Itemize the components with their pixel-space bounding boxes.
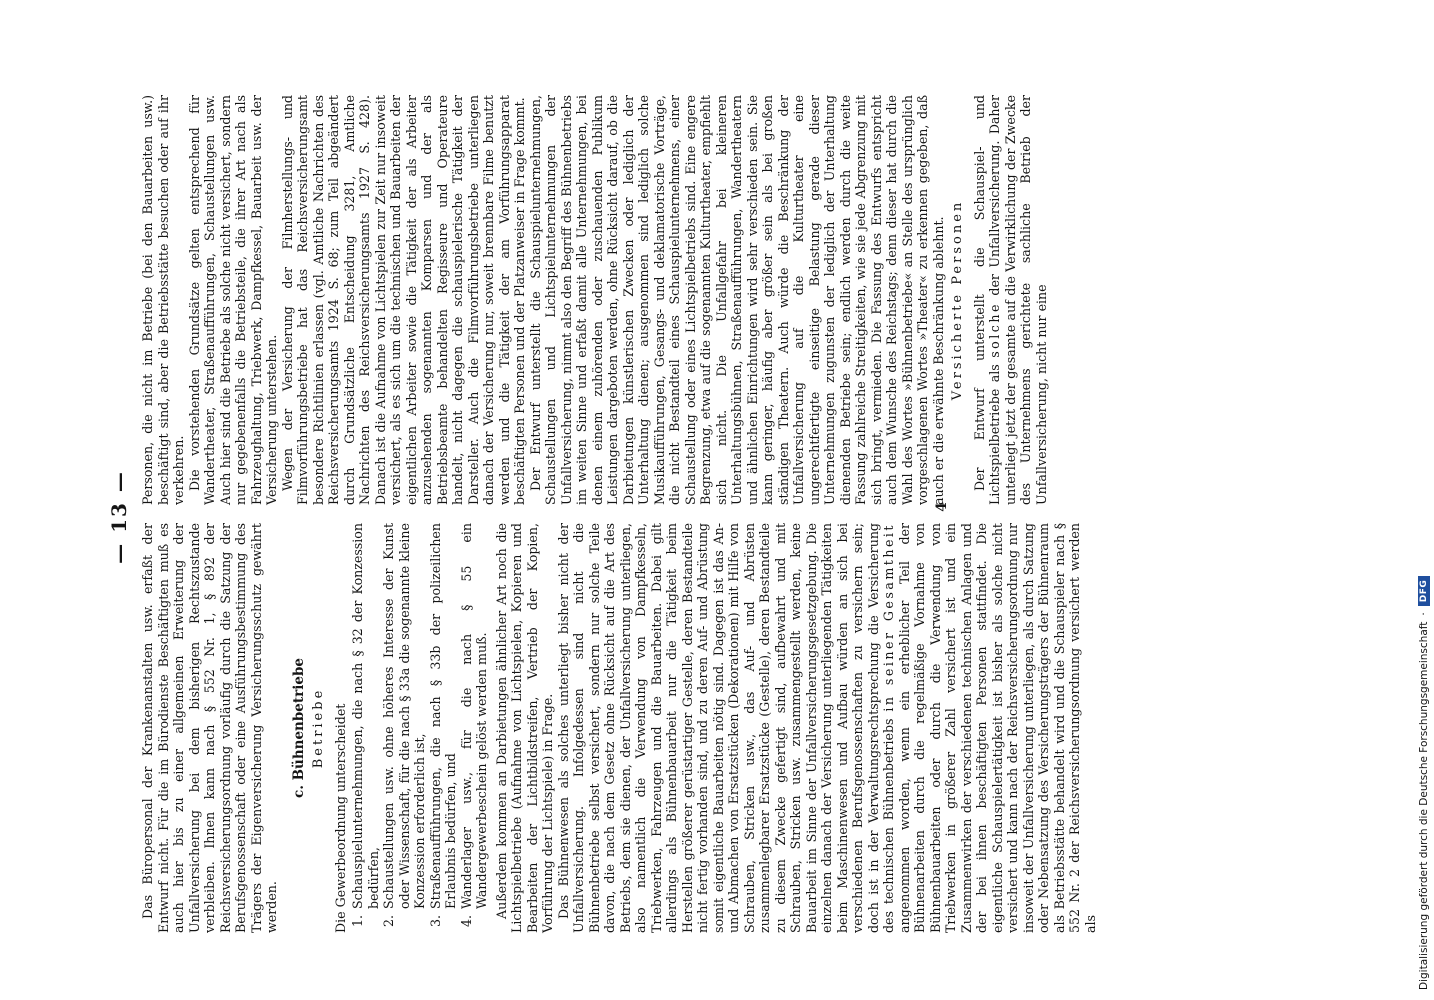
page-number-header: — 13 —: [107, 470, 131, 564]
list-intro: Die Gewerbeordnung unterscheidet: [332, 703, 348, 933]
list-item: 3. Straßenaufführungen, die nach § 33b der polizeilichen Erlaubnis bedürfen, und: [428, 523, 459, 911]
catchword: 4: [934, 502, 950, 512]
paragraph: Wegen der Versicherung der Filmherstellungs- und Filmvorführungsbetriebe hat das Reichsversicherungsamt besondere Richtlinien erlassen (vgl. Amtliche Nachrichten des Reichsversicherungsamts 1924 S. 68; zum Teil abgeändert durch Grundsätzliche Entscheidung 3281, Amtliche Nachrichten des Reichsversicherungsamts 1927 S. 428). Danach ist die Aufnahme von Lichtspielen zur Zeit nur insoweit versichert, als es sich um die technischen und Bauarbeiten der eigentlichen Arbeiter sowie die Tätigkeit der als Arbeiter anzusehenden sogenannten Komparsen und der als Betriebsbeamte behandelten Regisseure und Operateure handelt, nicht dagegen die schauspielerische Tätigkeit der Darsteller. Auch die Filmvorführungsbetriebe unterliegen danach der Versicherung nur, soweit brennbare Filme benutzt werden und die Tätigkeit der am Vorführungsapparat beschäftigten Personen und der Platzanweiser in Frage kommt.: [279, 95, 527, 505]
section-subtitle: Betriebe: [311, 687, 326, 769]
digitization-credit: Digitalisierung gefördert durch die Deutsche Forschungsgemeinschaft · DFG: [1414, 0, 1434, 990]
paragraph: Der Entwurf unterstellt die Schauspielunternehmungen, Schaustellungen und Lichtspielunternehmungen der Unfallversicherung, nimmt also den Begriff des Bühnenbetriebs im weiten Sinne und erfaßt damit alle Unternehmungen, bei denen einem zuhörenden oder zuschauenden Publikum Leistungen dargeboten werden, ohne Rücksicht darauf, ob die Darbietungen künstlerischen Zwecken oder lediglich der Unterhaltung dienen; ausgenommen sind lediglich solche Musikaufführungen, Gesangs- und deklamatorische Vorträge, die nicht Bestandteil eines Schauspielunternehmens, einer Schaustellung oder eines Lichtspielbetriebs sind. Eine engere Begrenzung, etwa auf die sogenannten Kulturtheater, empfiehlt sich nicht. Die Unfallgefahr bei kleineren Unterhaltungsbühnen, Straßenaufführungen, Wandertheatern und ähnlichen Einrichtungen wird sehr verschieden sein. Sie kann geringer, häufig aber größer sein als bei großen ständigen Theatern. Auch würde die Beschränkung der Unfallversicherung auf die Kulturtheater eine ungerechtfertigte einseitige Belastung gerade dieser Unternehmungen zugunsten der lediglich der Unterhaltung dienenden Betriebe sein; endlich werden durch die weite Fassung zahlreiche Streitigkeiten, wie sie jede Abgrenzung mit sich bringt, vermieden. Die Fassung des Entwurfs entspricht auch dem Wunsche des Reichstags; denn dieser hat durch die Wahl des Wortes »Bühnenbetriebe« an Stelle des ursprünglich vorgeschlagenen Wortes »Theater« zu erkennen gegeben, daß auch er die erwähnte Beschränkung ablehnt.: [527, 95, 946, 505]
emphasized-text: solche: [987, 302, 1002, 358]
paragraph: Personen, die nicht im Betriebe (bei den Bauarbeiten usw.) beschäftigt sind, aber die Betriebsstätte besuchen oder auf ihr verkehren.: [140, 95, 186, 505]
paragraph-text: Der Entwurf unterstellt die Schauspiel- und Lichtspielbetriebe als: [971, 95, 1002, 505]
paragraph: Die vorstehenden Grundsätze gelten entsprechend für Wandertheater, Straßenaufführungen, Schaustellungen usw. Auch hier sind die Betriebe als solche nicht versichert, sondern nur gegebenenfalls die Betriebsteile, die ihrer Art nach als Fahrzeughaltung, Triebwerk, Dampfkessel, Bauarbeit usw. der Versicherung unterstehen.: [186, 95, 279, 505]
list-item: 1. Schauspielunternehmungen, die nach § 32 der Konzession bedürfen,: [350, 523, 381, 911]
dfg-logo: DFG: [1418, 576, 1430, 607]
paragraph: [556, 523, 1099, 933]
list-item: 2. Schaustellungen usw. ohne höheres Interesse der Kunst oder Wissenschaft, für die nach § 33a die sogenannte kleine Konzession erforderlich ist,: [381, 523, 428, 911]
paragraph: Außerdem kommen an Darbietungen ähnlicher Art noch die Lichtspielbetriebe (Aufnahme von Lichtspielen, Kopieren und Bearbeiten der Lichtbildstreifen, Vertrieb der Kopien, Vorführung der Lichtspiele) in Frage.: [493, 523, 555, 933]
paragraph-text: Das Bühnenwesen als solches unterliegt bisher nicht der Unfallversicherung. Infolgedessen sind nicht die Bühnenbetriebe selbst versichert, sondern nur solche Teile davon, die nach dem Gesetz ohne Rücksicht auf die Art des Betriebs, dem sie dienen, der Unfallversicherung unterliegen, also namentlich die Verwendung von Dampfkesseln, Triebwerken, Fahrzeugen und die Bauarbeiten. Dabei gilt allerdings als Bühnenbauarbeit nur die Tätigkeit beim Herstellen größerer gerüstartiger Gestelle, deren Bestandteile nicht fertig vorhanden sind, und zu deren Auf- und Abrüstung somit eigentliche Bauarbeiten nötig sind. Dagegen ist das An- und Abmachen von Ersatzstücken (Dekorationen) mit Hilfe von Schrauben, Stricken usw., das Auf- und Abrüsten zusammenlegbarer Ersatzstücke (Gestelle), deren Bestandteile zu diesem Zwecke gefertigt sind, aufbewahrt und mit Schrauben, Stricken usw. zusammengestellt werden, keine Bauarbeit im Sinne der Unfallversicherungsgesetzgebung. Die einzelnen danach der Versicherung unterliegenden Tätigkeiten beim Maschinenwesen und Aufbau würden an sich bei verschiedenen Berufsgenossenschaften zu versichern sein; doch ist in der Verwaltungsrechtsprechung die Versicherung des technischen Bühnenbetriebs: [555, 523, 896, 933]
paragraph-text: der Unfallversicherung. Daher unterliegt jetzt der gesamte auf die Verwirklichung der Zwecke des Unternehmens gerichtete sachliche Betrieb der Unfallversicherung, nicht nur eine: [987, 94, 1049, 505]
left-column: [140, 523, 1098, 933]
paragraph-text: angenommen worden, wenn ein erheblicher Teil der Bühnenarbeiten durch die regelmäßige Vornahme von Bühnenbauarbeiten oder durch die Verwendung von Triebwerken in größerer Zahl versichert ist und ein Zusammenwirken der verschiedenen technischen Anlagen und der bei ihnen beschäftigten Personen stattfindet. Die eigentliche Schauspielertätigkeit ist bisher als solche nicht versichert und kann nach der Reichsversicherungsordnung nur insoweit der Unfallversicherung unterliegen, als durch Satzung oder Nebensatzung des Versicherungsträgers der Bühnenraum als Betriebsstätte behandelt wird und die Schauspieler nach § 552 Nr. 2 der Reichsversicherungsordnung versichert werden als: [896, 523, 1098, 933]
emphasized-text: in seiner Gesamtheit: [881, 523, 896, 712]
intro-paragraph: Das Büropersonal der Krankenanstalten usw. erfaßt der Entwurf nicht. Für die im Bürodienste Beschäftigten muß es auch hier bis zu einer allgemeinen Erweiterung der Unfallversicherung bei dem bisherigen Rechtszustande verbleiben. Ihnen kann nach § 552 Nr. 1, § 892 der Reichsversicherungsordnung vorläufig durch die Satzung der Berufsgenossenschaft oder eine Ausführungsbestimmung des Trägers der Eigenversicherung Versicherungsschutz gewährt werden.: [140, 523, 279, 933]
section-subtitle: Versicherte Personen: [950, 199, 965, 401]
list-item: 4. Wanderlager usw., für die nach § 55 ein Wandergewerbeschein gelöst werden muß.: [459, 523, 490, 911]
paragraph: [972, 95, 1050, 505]
gewerbeordnung-list: [350, 523, 490, 933]
right-column: [140, 95, 1049, 505]
section-title: c. Bühnenbetriebe: [290, 658, 307, 799]
rotated-page: [102, 87, 1287, 947]
credit-text: Digitalisierung gefördert durch die Deutsche Forschungsgemeinschaft: [1418, 621, 1430, 990]
